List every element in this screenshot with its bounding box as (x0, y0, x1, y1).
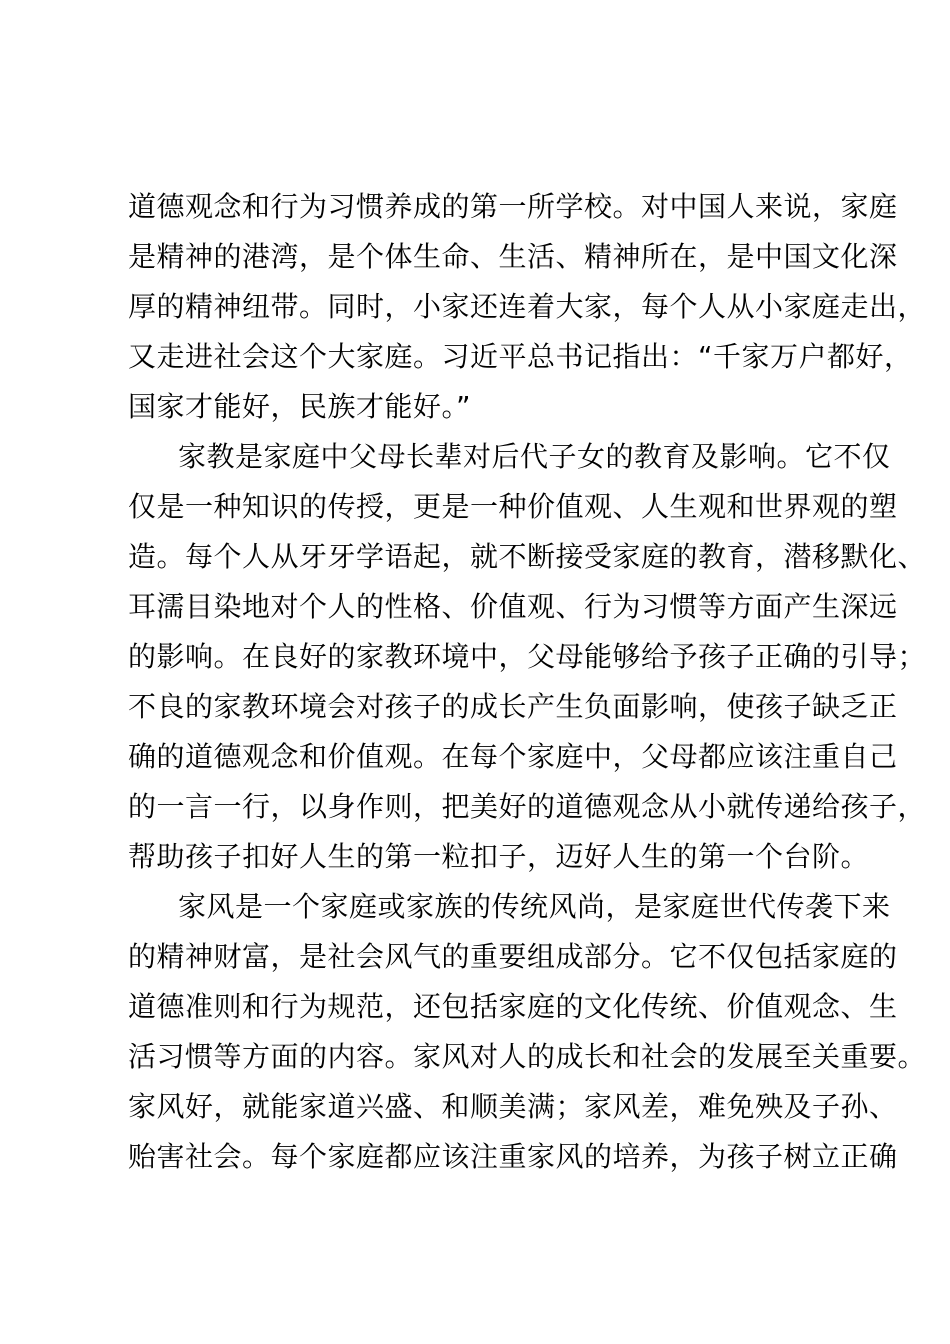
text-line: 道德准则和行为规范，还包括家庭的文化传统、价值观念、生 (128, 990, 898, 1023)
text-line: 的一言一行，以身作则，把美好的道德观念从小就传递给孩子， (128, 790, 927, 823)
text-line: 国家才能好，民族才能好。” (128, 390, 472, 423)
text-line: 是精神的港湾，是个体生命、生活、精神所在，是中国文化深 (128, 240, 898, 273)
text-line: 道德观念和行为习惯养成的第一所学校。对中国人来说，家庭 (128, 190, 898, 223)
text-line: 不良的家教环境会对孩子的成长产生负面影响，使孩子缺乏正 (128, 690, 898, 723)
text-line: 仅是一种知识的传授，更是一种价值观、人生观和世界观的塑 (128, 490, 898, 523)
text-line: 又走进社会这个大家庭。习近平总书记指出：“千家万户都好， (128, 340, 913, 373)
text-line: 的影响。在良好的家教环境中，父母能够给予孩子正确的引导； (128, 640, 927, 673)
text-line: 家风好，就能家道兴盛、和顺美满；家风差，难免殃及子孙、 (128, 1090, 898, 1123)
text-line: 活习惯等方面的内容。家风对人的成长和社会的发展至关重要。 (128, 1040, 927, 1073)
text-line: 确的道德观念和价值观。在每个家庭中，父母都应该注重自己 (128, 740, 898, 773)
paragraph-first-line: 家教是家庭中父母长辈对后代子女的教育及影响。它不仅 (178, 440, 891, 473)
body-text (128, 182, 927, 1182)
paragraph-first-line: 家风是一个家庭或家族的传统风尚，是家庭世代传袭下来 (178, 890, 891, 923)
text-line: 贻害社会。每个家庭都应该注重家风的培养，为孩子树立正确 (128, 1140, 898, 1173)
text-line: 帮助孩子扣好人生的第一粒扣子，迈好人生的第一个台阶。 (128, 840, 870, 873)
text-line: 耳濡目染地对个人的性格、价值观、行为习惯等方面产生深远 (128, 590, 898, 623)
text-line: 厚的精神纽带。同时，小家还连着大家，每个人从小家庭走出， (128, 290, 927, 323)
text-line: 的精神财富，是社会风气的重要组成部分。它不仅包括家庭的 (128, 940, 898, 973)
text-line: 造。每个人从牙牙学语起，就不断接受家庭的教育，潜移默化、 (128, 540, 927, 573)
